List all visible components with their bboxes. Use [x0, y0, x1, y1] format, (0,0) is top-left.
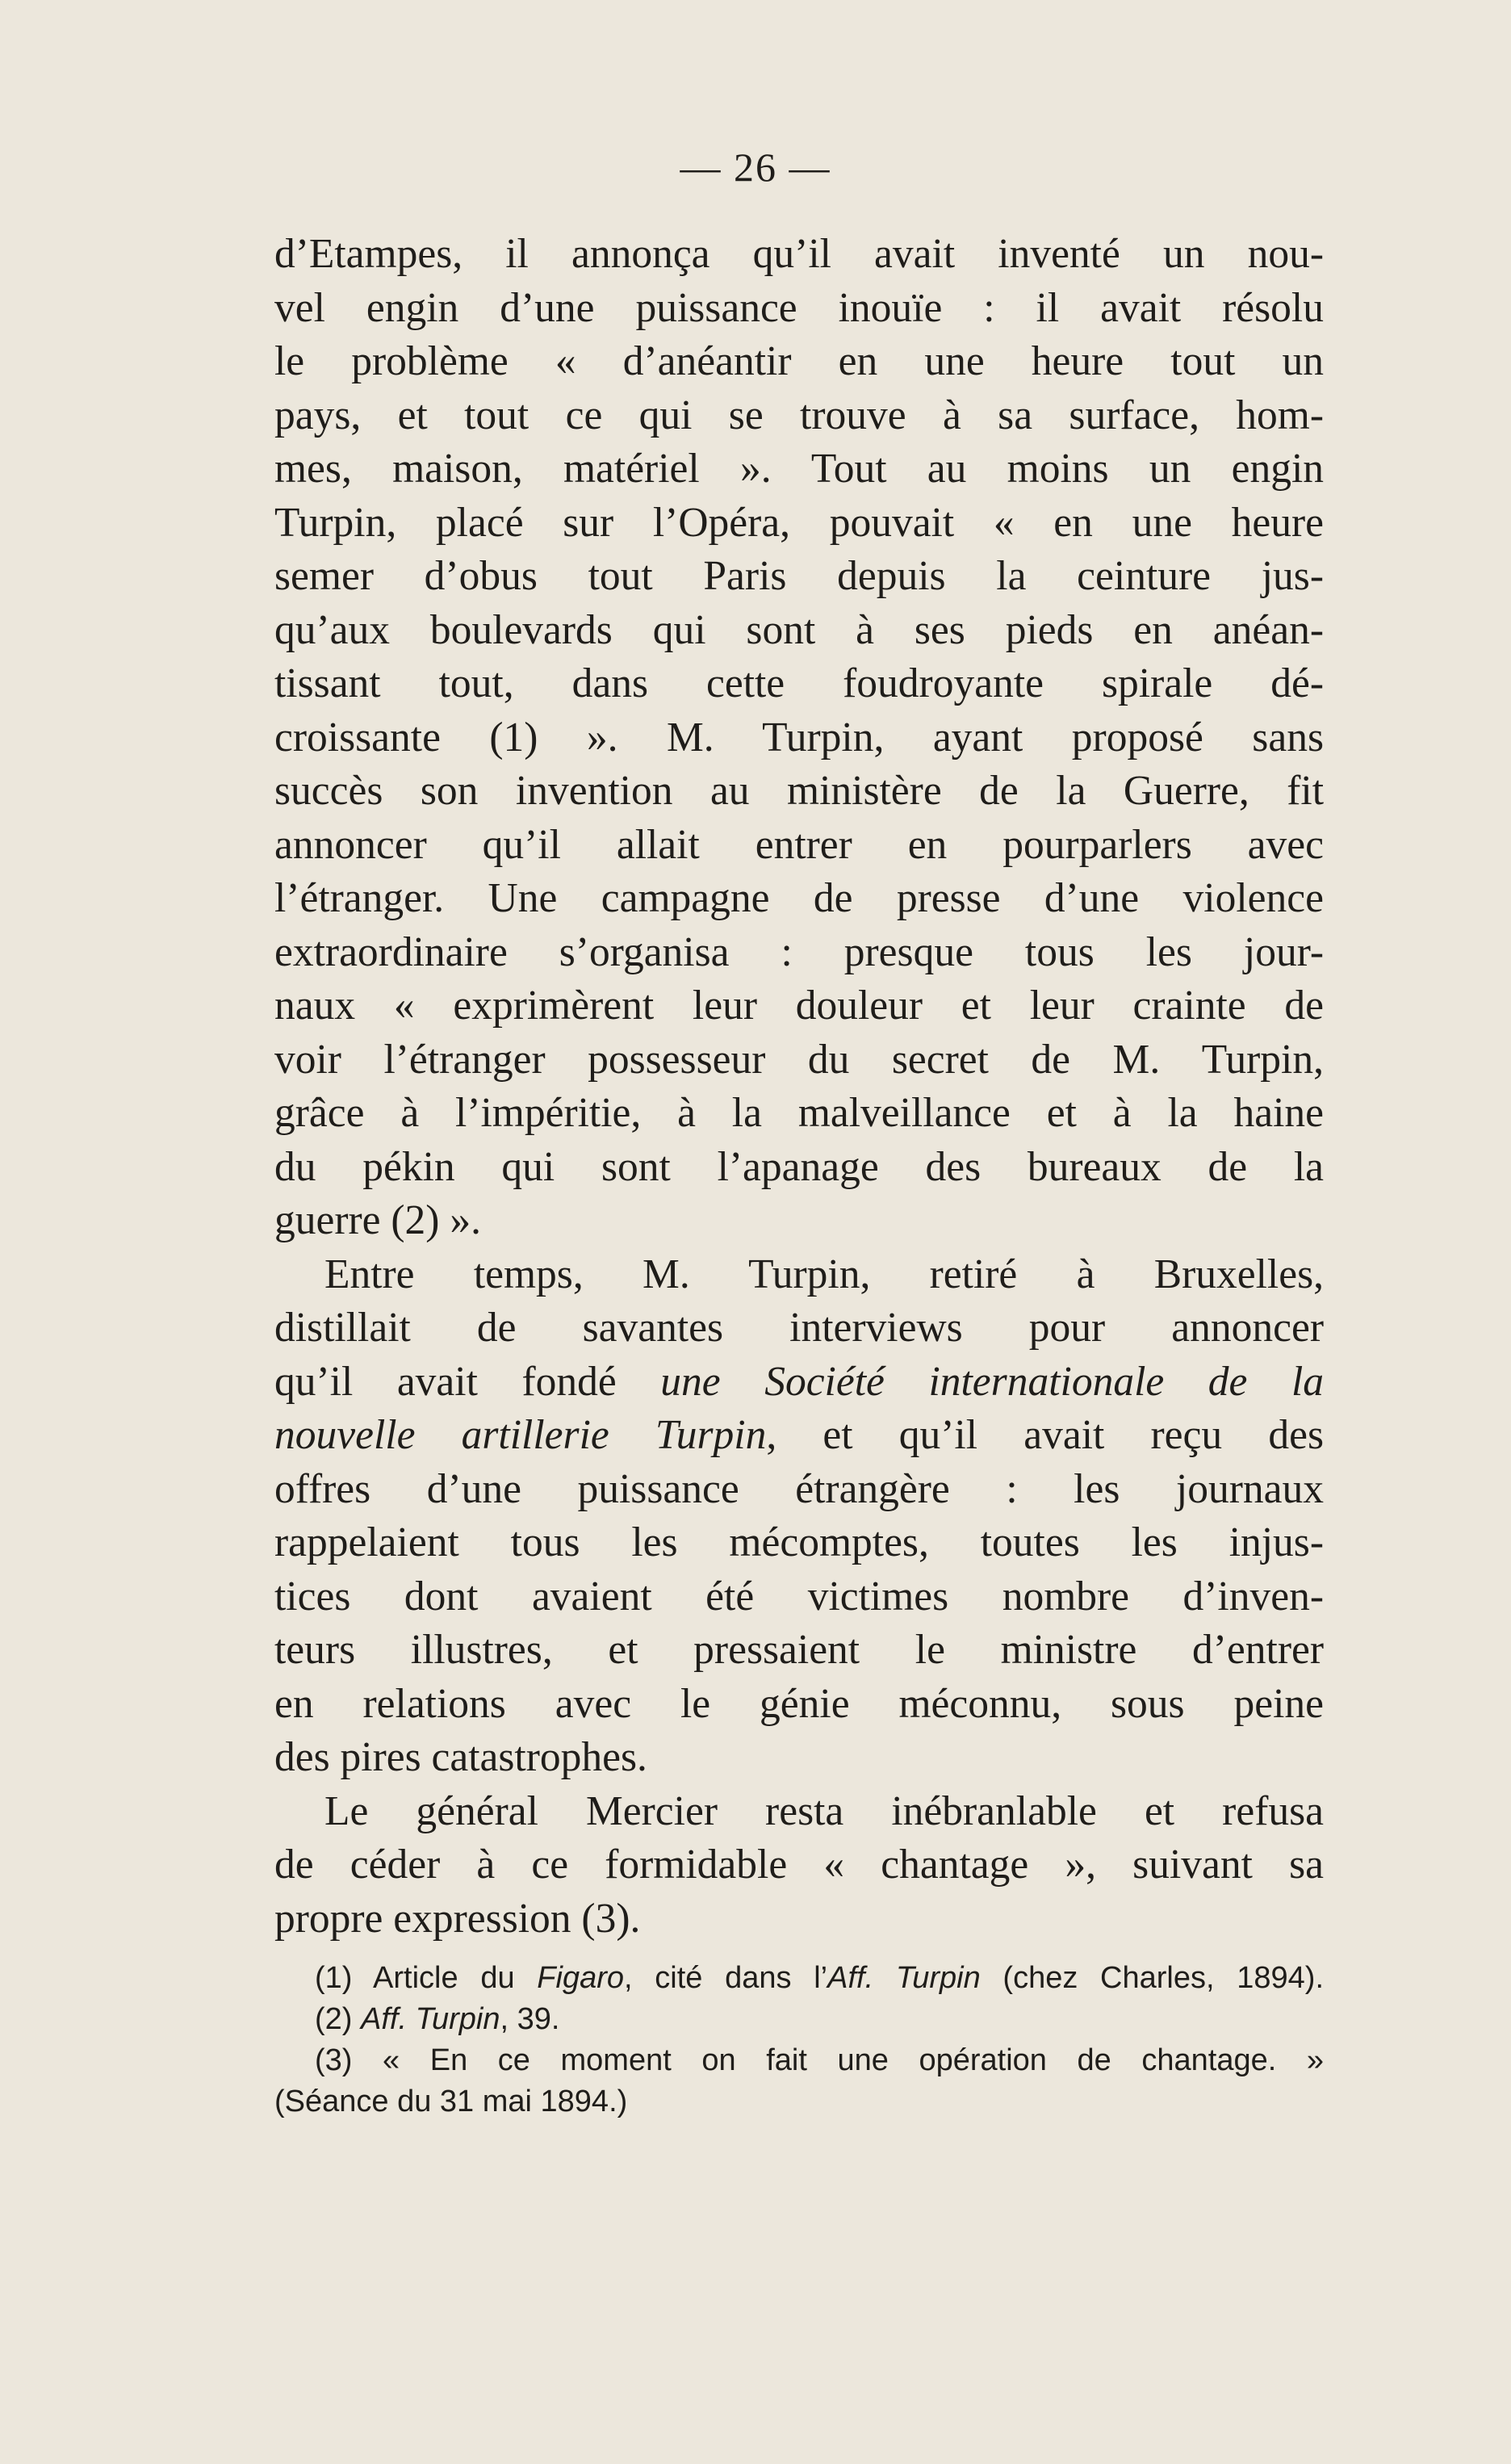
footnote-text: (1) Article du	[315, 1961, 538, 1995]
text-line: naux « exprimèrent leur douleur et leur crainte de	[274, 983, 1324, 1029]
text-line	[274, 1409, 1324, 1463]
text-line: guerre (2) ».	[274, 1197, 481, 1243]
text-line: le problème « d’anéantir en une heure tout un	[274, 338, 1324, 384]
footnote-3-continued: (Séance du 31 mai 1894.)	[274, 2085, 628, 2118]
page-number: — 26 —	[680, 145, 831, 190]
text-line: de céder à ce formidable « chantage », suivant sa	[274, 1842, 1324, 1888]
footnote-text: (chez Charles, 1894).	[980, 1961, 1325, 1995]
text-line: tissant tout, dans cette foudroyante spirale dé-	[274, 660, 1324, 706]
text-line: Entre temps, M. Turpin, retiré à Bruxelles,	[324, 1251, 1324, 1297]
italic-title: nouvelle artillerie Turpin	[274, 1412, 767, 1458]
footnote-text: (2)	[315, 2002, 361, 2036]
italic-title: une Société internationale de la	[660, 1358, 1325, 1405]
text-line: distillait de savantes interviews pour annoncer	[274, 1305, 1324, 1351]
text-line: l’étranger. Une campagne de presse d’une violence	[274, 875, 1324, 921]
footnotes	[274, 1958, 1324, 2122]
text-line: grâce à l’impéritie, à la malveillance et à la haine	[274, 1090, 1324, 1136]
footnote-italic: Aff. Turpin	[361, 2002, 500, 2036]
text-line: des pires catastrophes.	[274, 1734, 647, 1780]
text-line: rappelaient tous les mécomptes, toutes les injus-	[274, 1519, 1324, 1565]
footnote-italic: Figaro	[537, 1961, 625, 1995]
footnote-text: , 39.	[500, 2002, 560, 2036]
text-line: succès son invention au ministère de la Guerre, fit	[274, 768, 1324, 814]
text-line: Turpin, placé sur l’Opéra, pouvait « en une heure	[274, 499, 1324, 546]
footnote-1	[274, 1958, 1324, 1999]
text-line: propre expression (3).	[274, 1895, 641, 1942]
text-line: semer d’obus tout Paris depuis la ceinture jus-	[274, 553, 1324, 599]
text-line: extraordinaire s’organisa : presque tous les jour-	[274, 928, 1324, 975]
text-line: offres d’une puissance étrangère : les journaux	[274, 1465, 1324, 1512]
text-line: d’Etampes, il annonça qu’il avait inventé un nou-	[274, 231, 1324, 277]
text-line	[274, 1356, 1324, 1410]
body-text	[274, 228, 1324, 1946]
text-line: annoncer qu’il allait entrer en pourparlers avec	[274, 821, 1324, 868]
text-line: teurs illustres, et pressaient le ministre d’entrer	[274, 1627, 1324, 1673]
text-fragment: qu’il avait fondé	[274, 1358, 661, 1405]
text-line: voir l’étranger possesseur du secret de M. Turpin,	[274, 1036, 1324, 1083]
text-line: qu’aux boulevards qui sont à ses pieds en anéan-	[274, 606, 1324, 653]
text-line: pays, et tout ce qui se trouve à sa surface, hom-	[274, 392, 1324, 438]
text-line: croissante (1) ». M. Turpin, ayant proposé sans	[274, 714, 1324, 761]
text-line: en relations avec le génie méconnu, sous peine	[274, 1680, 1324, 1727]
text-line: vel engin d’une puissance inouïe : il avait résolu	[274, 284, 1324, 331]
text-line: tices dont avaient été victimes nombre d’inven-	[274, 1573, 1324, 1620]
text-fragment: , et qu’il avait reçu des	[766, 1412, 1324, 1458]
footnote-2	[274, 1999, 1324, 2040]
text-line: mes, maison, matériel ». Tout au moins un engin	[274, 446, 1324, 492]
footnote-3: (3) « En ce moment on fait une opération de chantage. »	[315, 2043, 1324, 2077]
footnote-text: , cité dans l’	[624, 1961, 828, 1995]
text-line: Le général Mercier resta inébranlable et refusa	[324, 1787, 1324, 1834]
footnote-italic: Aff. Turpin	[827, 1961, 981, 1995]
text-line: du pékin qui sont l’apanage des bureaux de la	[274, 1143, 1324, 1190]
